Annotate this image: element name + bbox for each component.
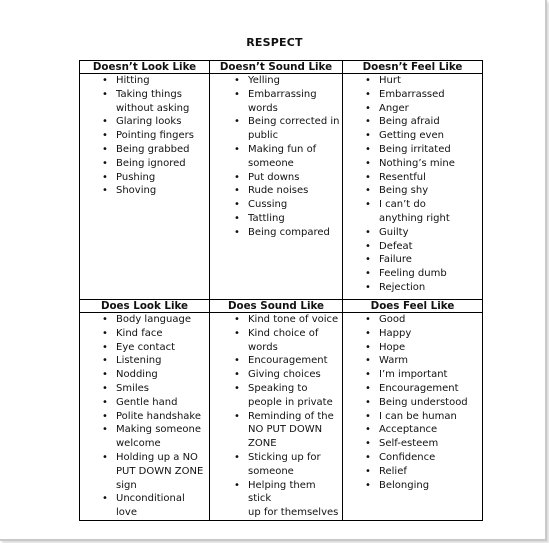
list-item: • Getting even: [343, 129, 480, 143]
list-item: • Holding up a NO PUT DOWN ZONE sign: [80, 451, 207, 492]
list-item: • Being compared: [210, 226, 340, 240]
list-item: • Cussing: [210, 198, 340, 212]
list-item: • Giving choices: [210, 368, 340, 382]
list-item: • Unconditional love: [80, 492, 207, 520]
list-item: • Belonging: [343, 479, 480, 493]
list-item: • Being corrected in public: [210, 115, 340, 143]
column-header: Doesn’t Sound Like: [210, 61, 342, 74]
list-item: • Polite handshake: [80, 410, 207, 424]
list-item: • Encouragement: [210, 354, 340, 368]
list-item: • Smiles: [80, 382, 207, 396]
column-header: Does Look Like: [80, 300, 209, 313]
list-item: • Acceptance: [343, 423, 480, 437]
list-item: • Guilty: [343, 226, 480, 240]
list-item: • Embarrassed: [343, 88, 480, 102]
item-list: [80, 313, 209, 520]
list-item: • Good: [343, 313, 480, 327]
page-title: RESPECT: [246, 36, 303, 49]
list-item: • Listening: [80, 354, 207, 368]
list-item: • Sticking up for someone: [210, 451, 340, 479]
list-item: • Resentful: [343, 171, 480, 185]
cell-does-feel-like: [343, 300, 483, 521]
column-header: Does Feel Like: [343, 300, 482, 313]
item-list: [343, 74, 482, 295]
cell-does-sound-like: [210, 300, 343, 521]
list-item: • I’m important: [343, 368, 480, 382]
list-item: • Rude noises: [210, 184, 340, 198]
column-header: Doesn’t Look Like: [80, 61, 209, 74]
list-item: • Rejection: [343, 281, 480, 295]
list-item: • Glaring looks: [80, 115, 207, 129]
list-item: • Being grabbed: [80, 143, 207, 157]
list-item: • Kind tone of voice: [210, 313, 340, 327]
list-item: • Yelling: [210, 74, 340, 88]
item-list: [210, 313, 342, 520]
list-item: • Defeat: [343, 240, 480, 254]
list-item: • Happy: [343, 327, 480, 341]
list-item: • Speaking to people in private: [210, 382, 340, 410]
list-item: • Gentle hand: [80, 396, 207, 410]
list-item: • Body language: [80, 313, 207, 327]
list-item: • Being afraid: [343, 115, 480, 129]
list-item: • Shoving: [80, 184, 207, 198]
respect-table: [79, 60, 483, 521]
list-item: • Being understood: [343, 396, 480, 410]
item-list: [343, 313, 482, 492]
list-item: • Pushing: [80, 171, 207, 185]
list-item: • Reminding of the NO PUT DOWN ZONE: [210, 410, 340, 451]
list-item: • Put downs: [210, 171, 340, 185]
list-item: • I can’t do anything right: [343, 198, 480, 226]
cell-does-look-like: [80, 300, 210, 521]
item-list: [210, 74, 342, 240]
list-item: • Kind choice of words: [210, 327, 340, 355]
list-item: • Hurt: [343, 74, 480, 88]
cell-doesnt-look-like: [80, 61, 210, 300]
list-item: • Making fun of someone: [210, 143, 340, 171]
list-item: • Warm: [343, 354, 480, 368]
list-item: • Feeling dumb: [343, 267, 480, 281]
list-item: • Kind face: [80, 327, 207, 341]
column-header: Doesn’t Feel Like: [343, 61, 482, 74]
cell-doesnt-sound-like: [210, 61, 343, 300]
list-item: • Being ignored: [80, 157, 207, 171]
list-item: • Hitting: [80, 74, 207, 88]
item-list: [80, 74, 209, 198]
list-item: • Failure: [343, 253, 480, 267]
list-item: • I can be human: [343, 410, 480, 424]
list-item: • Being irritated: [343, 143, 480, 157]
cell-doesnt-feel-like: [343, 61, 483, 300]
list-item: • Anger: [343, 102, 480, 116]
list-item: • Nodding: [80, 368, 207, 382]
list-item: • Pointing fingers: [80, 129, 207, 143]
list-item: • Being shy: [343, 184, 480, 198]
list-item: • Nothing’s mine: [343, 157, 480, 171]
list-item: • Making someone welcome: [80, 423, 207, 451]
list-item: • Self-esteem: [343, 437, 480, 451]
list-item: • Eye contact: [80, 341, 207, 355]
list-item: • Embarrassing words: [210, 88, 340, 116]
column-header: Does Sound Like: [210, 300, 342, 313]
list-item: • Helping them stick up for themselves: [210, 479, 340, 520]
list-item: • Confidence: [343, 451, 480, 465]
list-item: • Encouragement: [343, 382, 480, 396]
list-item: • Relief: [343, 465, 480, 479]
list-item: • Hope: [343, 341, 480, 355]
list-item: • Tattling: [210, 212, 340, 226]
list-item: • Taking things without asking: [80, 88, 207, 116]
